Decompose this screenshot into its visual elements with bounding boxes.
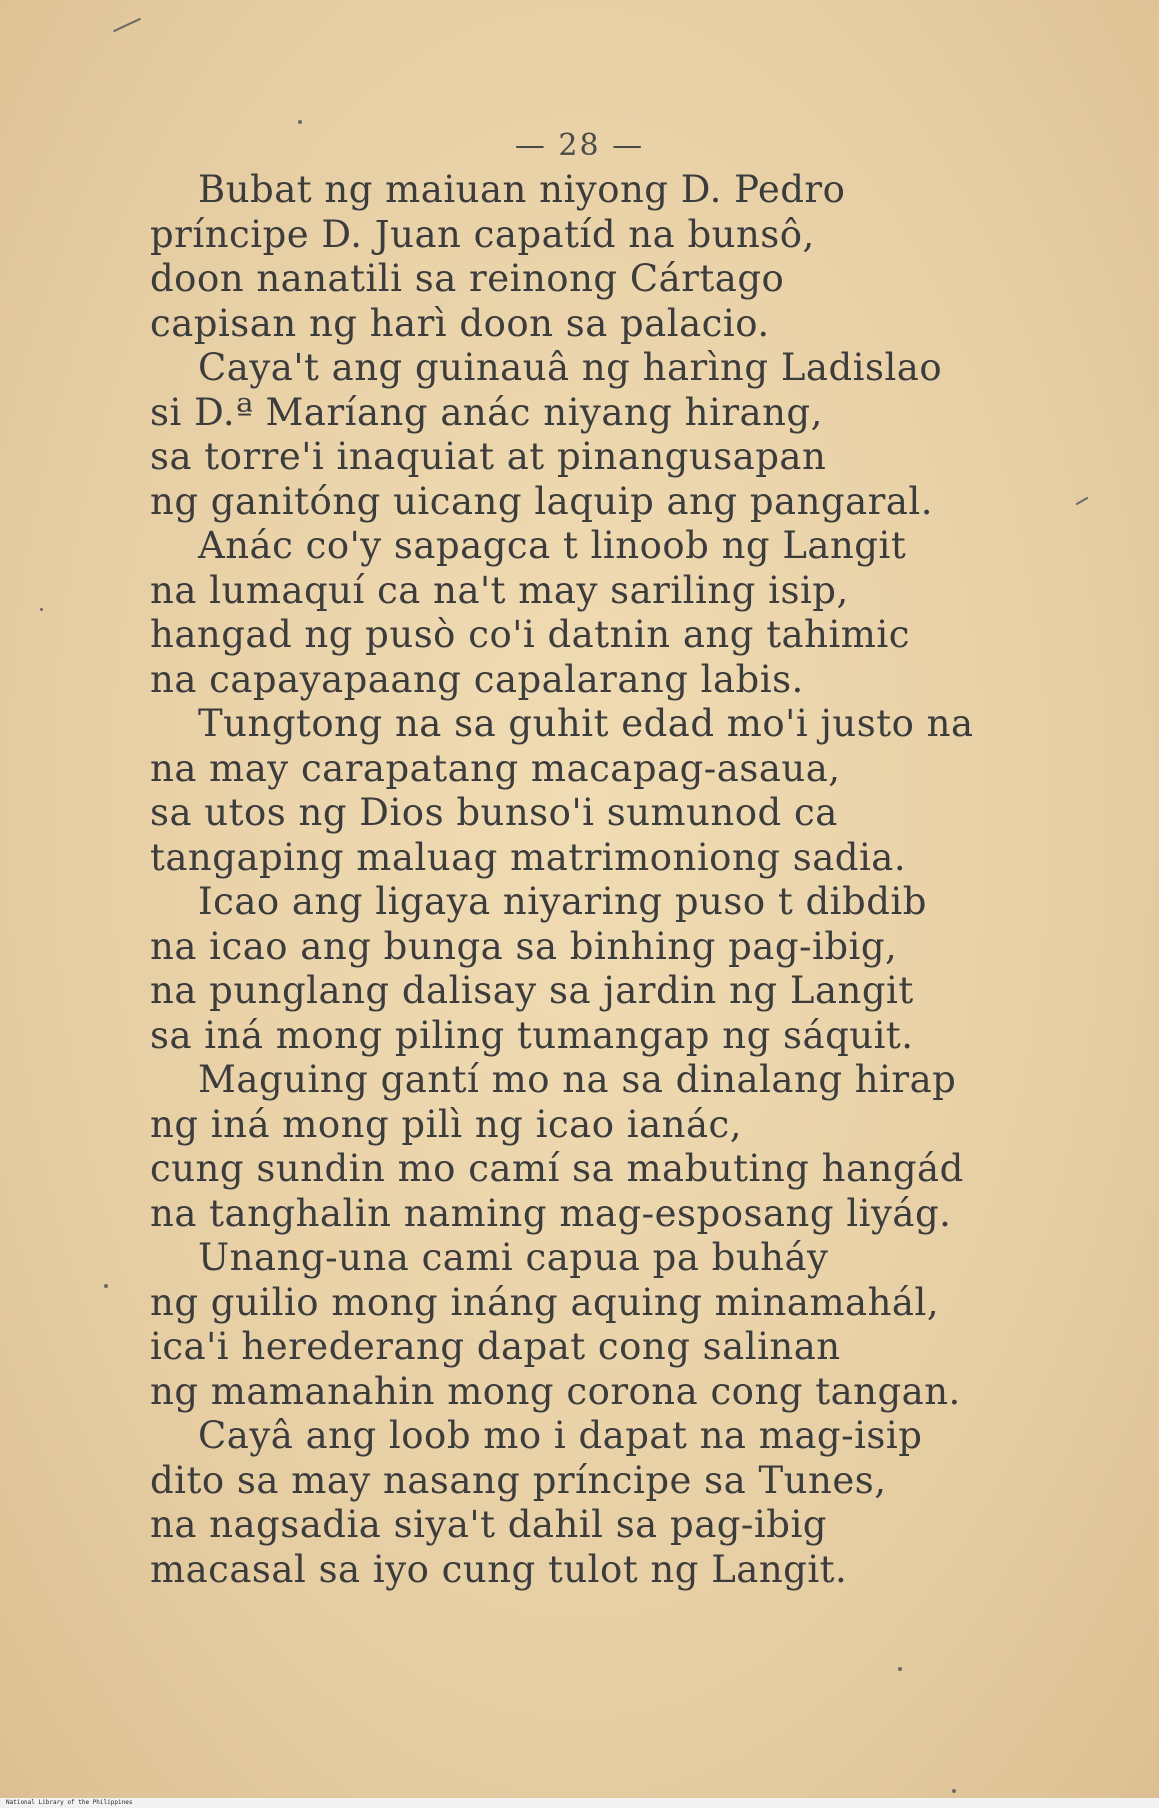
paper-speck [898,1667,902,1671]
stanza [150,346,1090,524]
verse-line: Anác co'y sapagca t linoob ng Langit [198,524,907,567]
verse-line: na tanghalin naming mag-esposang liyág. [150,1191,952,1235]
verse-line: sa iná mong piling tumangap ng sáquit. [150,1013,914,1057]
verse-line: ng mamanahin mong corona cong tangan. [150,1369,961,1413]
stanza [150,1058,1090,1236]
paper-speck [298,120,302,124]
library-credit: National Library of the Philippines [6,1799,133,1806]
stanza [150,880,1090,1058]
paper-speck [40,608,43,611]
stanza [150,702,1090,880]
verse-line: na capayapaang capalarang labis. [150,657,804,701]
verse-line: Bubat ng maiuan niyong D. Pedro [198,168,846,211]
verse-line: Unang-una cami capua pa buháy [198,1236,829,1279]
scan-border [0,1798,1159,1808]
verse-line: ica'i herederang dapat cong salinan [150,1325,841,1368]
verse-line: macasal sa iyo cung tulot ng Langit. [150,1547,848,1591]
verse-line: príncipe D. Juan capatíd na bunsô, [150,212,815,256]
stanza [150,524,1090,702]
verse-line: cung sundin mo camí sa mabuting hangád [150,1147,964,1190]
stanza [150,1414,1090,1592]
verse-line: na punglang dalisay sa jardin ng Langit [150,969,914,1012]
verse-line: ng iná mong pilì ng icao ianác, [150,1102,743,1146]
paper-speck [104,1284,108,1288]
stanza [150,1236,1090,1414]
paper-speck [952,1789,956,1793]
verse-line: si D.ª Maríang anác niyang hirang, [150,390,823,434]
verse-line: hangad ng pusò co'i datnin ang tahimic [150,613,910,656]
paper-speck [113,18,141,32]
verse-line: Cayâ ang loob mo i dapat na mag-isip [198,1414,923,1457]
verse-line: na nagsadia siya't dahil sa pag-ibig [150,1503,827,1546]
verse-line: tangaping maluag matrimoniong sadia. [150,835,907,879]
verse-line: capisan ng harì doon sa palacio. [150,301,770,345]
verse-line: sa utos ng Dios bunso'i sumunod ca [150,791,838,834]
verse-line: na icao ang bunga sa binhing pag-ibig, [150,924,898,968]
verse-line: Maguing gantí mo na sa dinalang hirap [198,1058,957,1101]
poem-body [150,168,1090,1592]
verse-line: Tungtong na sa guhit edad mo'i justo na [198,702,974,745]
verse-line: ng guilio mong ináng aquing minamahál, [150,1280,940,1324]
verse-line: ng ganitóng uicang laquip ang pangaral. [150,479,934,523]
verse-line: Caya't ang guinauâ ng harìng Ladislao [198,346,943,389]
verse-line: na lumaquí ca na't may sariling isip, [150,568,849,612]
stanza [150,168,1090,346]
verse-line: na may carapatang macapag-asaua, [150,746,841,790]
verse-line: dito sa may nasang príncipe sa Tunes, [150,1458,887,1502]
verse-line: Icao ang ligaya niyaring puso t dibdib [198,880,927,923]
page-number: — 28 — [514,128,645,163]
verse-line: doon nanatili sa reinong Cártago [150,257,785,300]
verse-line: sa torre'i inaquiat at pinangusapan [150,435,827,478]
